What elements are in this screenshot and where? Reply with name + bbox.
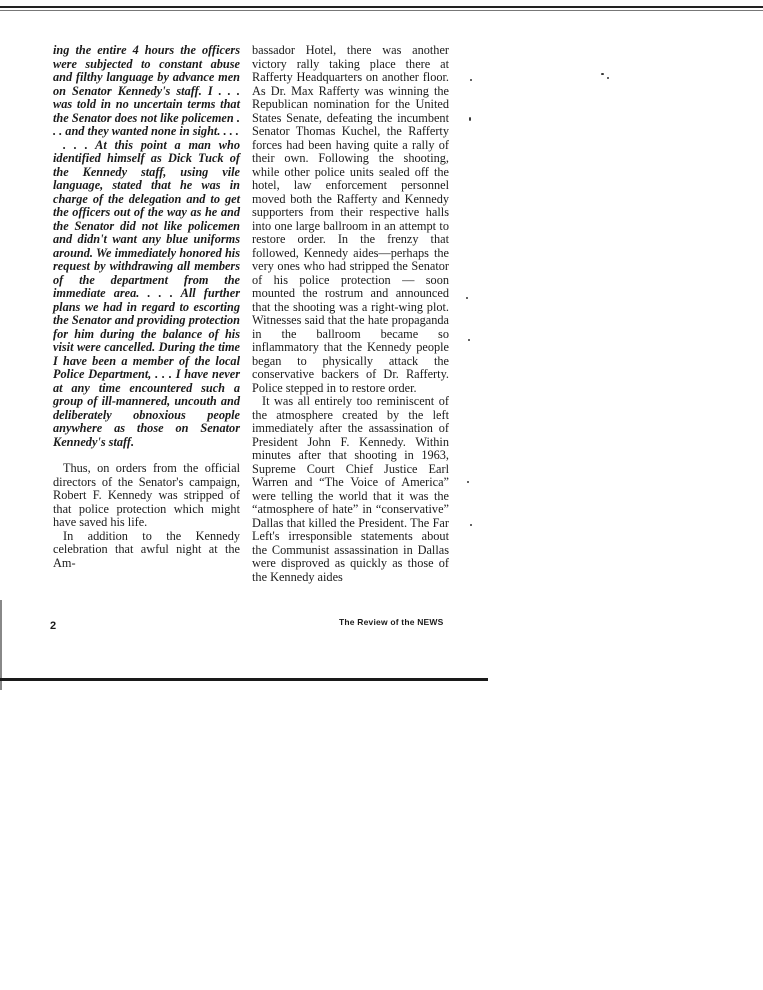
quote-paragraph-1: ing the entire 4 hours the officers were subjected to constant abuse and filthy language by advance men on Senator Kennedy's staff. I . . . was told in no uncertain terms that the Senator does not like policemen . . . and they wanted none in sight. . . . bbox=[53, 43, 240, 138]
body-paragraph-2: In addition to the Kennedy celebration that awful night at the Am- bbox=[53, 528, 240, 570]
right-column bbox=[252, 44, 449, 584]
top-rule bbox=[0, 6, 763, 8]
scan-speck bbox=[601, 73, 604, 75]
right-paragraph-2: It was all entirely too reminiscent of the atmosphere created by the left immediately after the assassination of President John F. Kennedy. Within minutes after that shooting in 1963, Supreme Court Chief Justice Earl Warren and “The Voice of America” were telling the world that it was the “atmosphere of hate” in “conservative” Dallas that killed the President. The Far Left's irresponsible statements about the Communist assassination in Dallas were disproved as quickly as those of the Kennedy aides bbox=[252, 394, 449, 584]
right-paragraph-1: bassador Hotel, there was another victory rally taking place there at Rafferty Headquarters on another floor. As Dr. Max Rafferty was winning the Republican nomination for the United States Senate, defeating the incumbent Senator Thomas Kuchel, the Rafferty forces had been having quite a rally of their own. Following the shooting, while other police units sealed off the hotel, law enforcement personnel moved both the Rafferty and Kennedy supporters from their respective halls into one large ballroom in an attempt to restore order. In the frenzy that followed, Kennedy aides—perhaps the very ones who had stripped the Senator of his police protection — soon mounted the rostrum and announced that the shooting was a right-wing plot. Witnesses said that the hate propaganda in the ballroom became so inflammatory that the Kennedy people began to physically attack the conservative backers of Dr. Rafferty. Police stepped in to restore order. bbox=[252, 43, 449, 395]
scan-speck bbox=[466, 297, 468, 299]
scan-speck bbox=[470, 79, 472, 81]
scan-speck bbox=[470, 524, 472, 526]
top-rule-thin bbox=[0, 10, 763, 11]
scan-speck bbox=[607, 77, 609, 79]
scan-speck bbox=[467, 481, 469, 483]
bottom-rule bbox=[0, 678, 488, 681]
scan-speck bbox=[468, 339, 470, 341]
left-column bbox=[53, 44, 240, 570]
scan-speck bbox=[469, 117, 471, 121]
body-paragraph-1: Thus, on orders from the official directors of the Senator's campaign, Robert F. Kennedy was stripped of that police protection which might have saved his life. bbox=[53, 461, 240, 529]
running-title: The Review of the NEWS bbox=[339, 617, 444, 627]
left-edge-mark bbox=[0, 600, 2, 690]
page-number: 2 bbox=[50, 620, 57, 632]
quote-paragraph-2: . . . At this point a man who identified himself as Dick Tuck of the Kennedy staff, using vile language, stated that he was in charge of the delegation and to get the officers out of the way as he and the Senator did not like policemen and didn't want any blue uniforms around. We immediately honored his request by withdrawing all members of the department from the immediate area. . . . All further plans we had in regard to escorting the Senator and providing protection for him during the balance of his visit were cancelled. During the time I have been a member of the local Police Department, . . . I have never at any time encountered such a group of ill-mannered, uncouth and deliberately obnoxious people anywhere as those on Senator Kennedy's staff. bbox=[53, 137, 240, 449]
